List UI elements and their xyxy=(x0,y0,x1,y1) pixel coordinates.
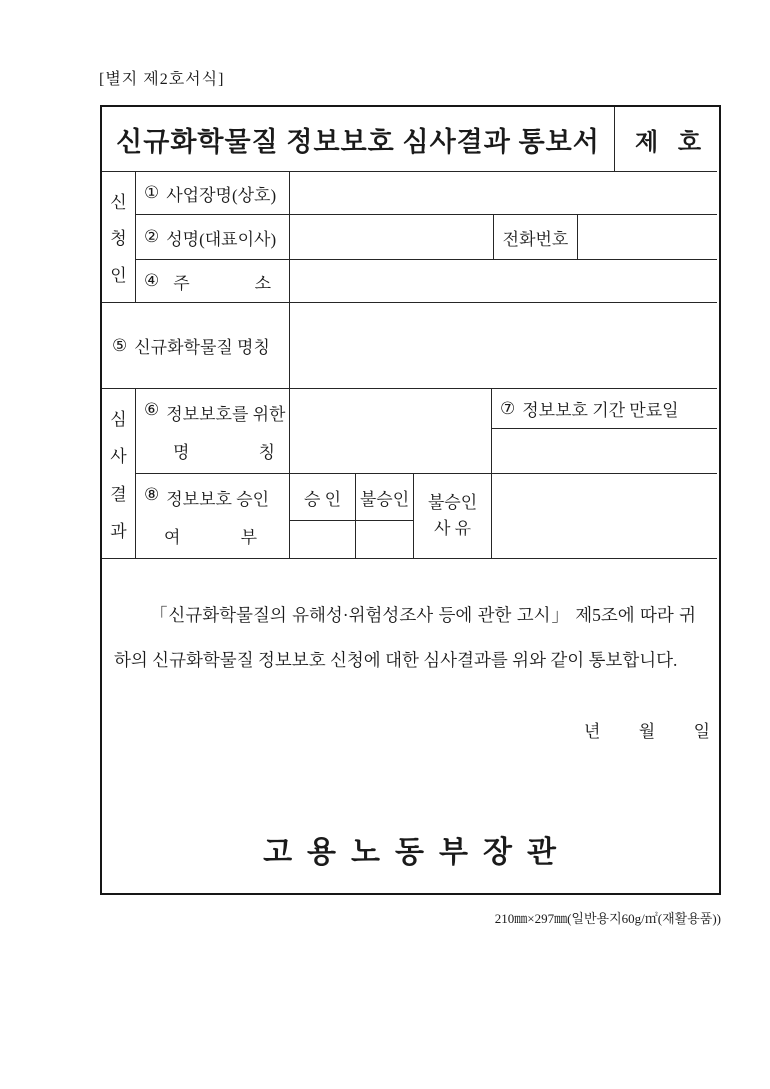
approval-line2-last: 부 xyxy=(240,527,257,547)
representative-name-label-text: 성명(대표이사) xyxy=(166,229,277,249)
substance-name-label xyxy=(102,303,290,389)
circled-1: ① xyxy=(144,183,160,202)
review-char-1: 심 xyxy=(110,410,127,430)
review-char-2: 사 xyxy=(110,447,127,467)
representative-name-value-cell xyxy=(290,215,494,260)
reject-reason-value-cell xyxy=(492,474,717,559)
approve-check-cell xyxy=(290,521,356,559)
reject-column-header xyxy=(356,474,414,521)
reject-reason-line2: 사 유 xyxy=(433,519,472,538)
phone-label-text: 전화번호 xyxy=(502,229,569,249)
applicant-char-3: 인 xyxy=(110,266,127,286)
date-line xyxy=(584,717,710,742)
substance-name-value-cell xyxy=(290,303,717,389)
review-char-3: 결 xyxy=(110,484,127,504)
applicant-section-label xyxy=(102,172,136,303)
reject-check-cell xyxy=(356,521,414,559)
doc-number-prefix: 제 xyxy=(635,129,659,156)
form-title-cell xyxy=(102,107,615,172)
approve-header-text: 승 인 xyxy=(303,489,342,509)
expiry-date-label-text: 정보보호 기간 만료일 xyxy=(522,401,679,420)
review-section-label xyxy=(102,389,136,559)
protection-name-label xyxy=(136,389,290,474)
notice-cell xyxy=(102,559,717,893)
signer-title: 고용노동부장관 xyxy=(263,836,571,869)
applicant-char-1: 신 xyxy=(110,192,127,212)
form-table xyxy=(100,105,721,895)
protection-name-line1: 정보보호를 위한 xyxy=(166,404,286,424)
date-month: 월 xyxy=(638,722,656,741)
expiry-date-value-cell xyxy=(492,429,717,474)
expiry-date-label xyxy=(492,389,717,429)
business-name-label xyxy=(136,172,290,215)
circled-6: ⑥ xyxy=(144,399,160,419)
phone-label xyxy=(494,215,578,260)
approval-label xyxy=(136,474,290,559)
review-char-4: 과 xyxy=(110,521,127,541)
circled-4: ④ xyxy=(144,271,160,290)
protection-name-line2-first: 명 xyxy=(173,442,190,462)
date-year: 년 xyxy=(584,722,601,741)
substance-name-label-text: 신규화학물질 명칭 xyxy=(134,338,270,357)
protection-name-value-cell xyxy=(290,389,492,474)
circled-7: ⑦ xyxy=(500,398,516,418)
form-number-tag: [별지 제2호서식] xyxy=(99,71,225,88)
date-day: 일 xyxy=(693,722,710,741)
address-value-cell xyxy=(290,260,717,303)
doc-number-cell xyxy=(615,107,717,172)
address-label-first: 주 xyxy=(173,273,190,293)
phone-value-cell xyxy=(578,215,717,260)
address-label-last: 소 xyxy=(254,273,271,293)
circled-8: ⑧ xyxy=(144,484,160,504)
approve-column-header xyxy=(290,474,356,521)
protection-name-line2-last: 칭 xyxy=(258,442,275,462)
business-name-value-cell xyxy=(290,172,717,215)
paper-size-note: 210㎜×297㎜(일반용지60g/㎡(재활용품)) xyxy=(494,911,721,926)
reject-reason-label xyxy=(414,474,492,559)
approval-line1: 정보보호 승인 xyxy=(166,489,270,509)
applicant-char-2: 청 xyxy=(110,229,127,249)
form-title: 신규화학물질 정보보호 심사결과 통보서 xyxy=(116,126,600,157)
reject-header-text: 불승인 xyxy=(359,489,410,509)
notice-paragraph: 「신규화학물질의 유해성·위험성조사 등에 관한 고시」 제5조에 따라 귀하의 신규화학물질 정보보호 신청에 대한 심사결과를 위와 같이 통보합니다. xyxy=(114,605,696,670)
reject-reason-line1: 불승인 xyxy=(427,493,478,512)
approval-line2-first: 여 xyxy=(164,527,181,547)
circled-5: ⑤ xyxy=(112,335,128,355)
address-label xyxy=(136,260,290,303)
business-name-label-text: 사업장명(상호) xyxy=(166,185,277,205)
doc-number-suffix: 호 xyxy=(677,129,701,156)
circled-2: ② xyxy=(144,227,160,246)
representative-name-label xyxy=(136,215,290,260)
